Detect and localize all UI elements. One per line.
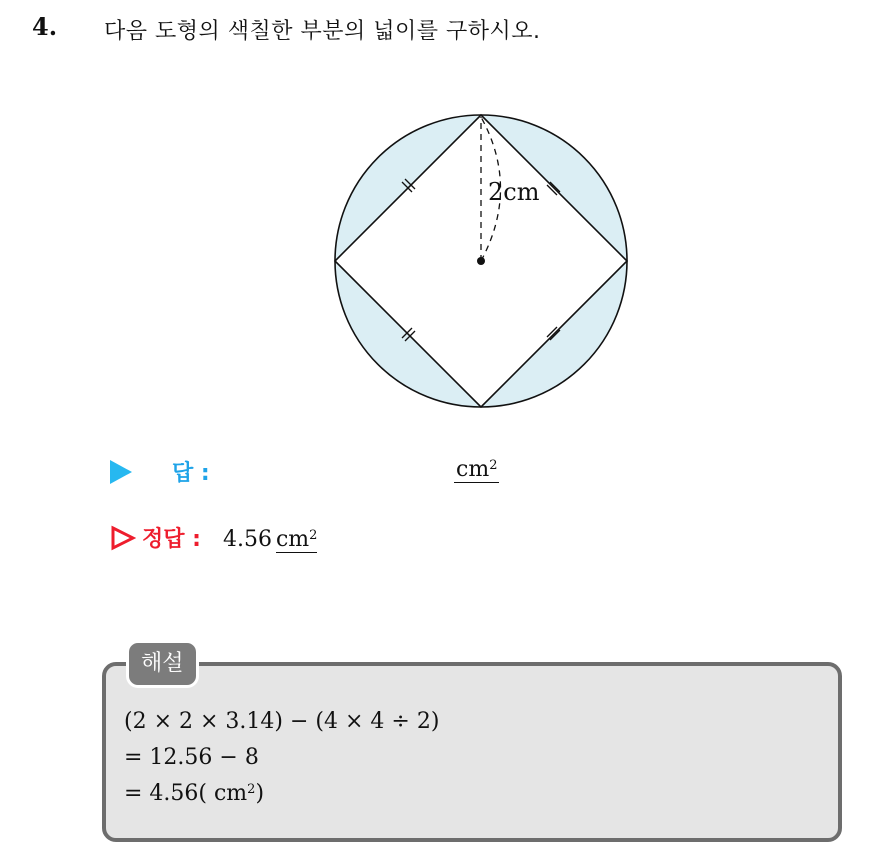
solution-line-2: = 12.56 − 8	[124, 745, 259, 770]
correct-unit-exp: 2	[309, 528, 318, 543]
answer-blank[interactable]	[454, 458, 499, 483]
solution-line-3	[124, 776, 439, 812]
solution-tab: 해설	[126, 640, 199, 688]
play-triangle-icon	[110, 460, 132, 484]
solution-lines	[124, 704, 439, 812]
solution-line-3-prefix: = 4.56( cm	[124, 781, 248, 806]
correct-unit-wrap	[276, 528, 317, 553]
correct-label: 정답 :	[142, 527, 201, 552]
answer-label: 답 :	[172, 461, 210, 486]
answer-row	[110, 456, 210, 487]
radius-label: 2cm	[488, 178, 540, 206]
solution-line-3-suffix: )	[255, 781, 265, 806]
outline-triangle-icon	[110, 525, 136, 551]
question-number: 4.	[32, 12, 58, 41]
correct-value: 4.56	[222, 527, 272, 552]
answer-unit-exp: 2	[489, 458, 498, 473]
question-text: 다음 도형의 색칠한 부분의 넓이를 구하시오.	[104, 19, 541, 44]
solution-line-3-exp: 2	[247, 782, 256, 797]
center-point	[477, 257, 485, 265]
answer-unit: cm	[456, 457, 490, 482]
correct-unit: cm	[275, 527, 310, 552]
circle-square-figure	[330, 108, 632, 414]
solution-line-1: (2 × 2 × 3.14) − (4 × 4 ÷ 2)	[124, 709, 440, 734]
correct-row	[110, 520, 317, 553]
